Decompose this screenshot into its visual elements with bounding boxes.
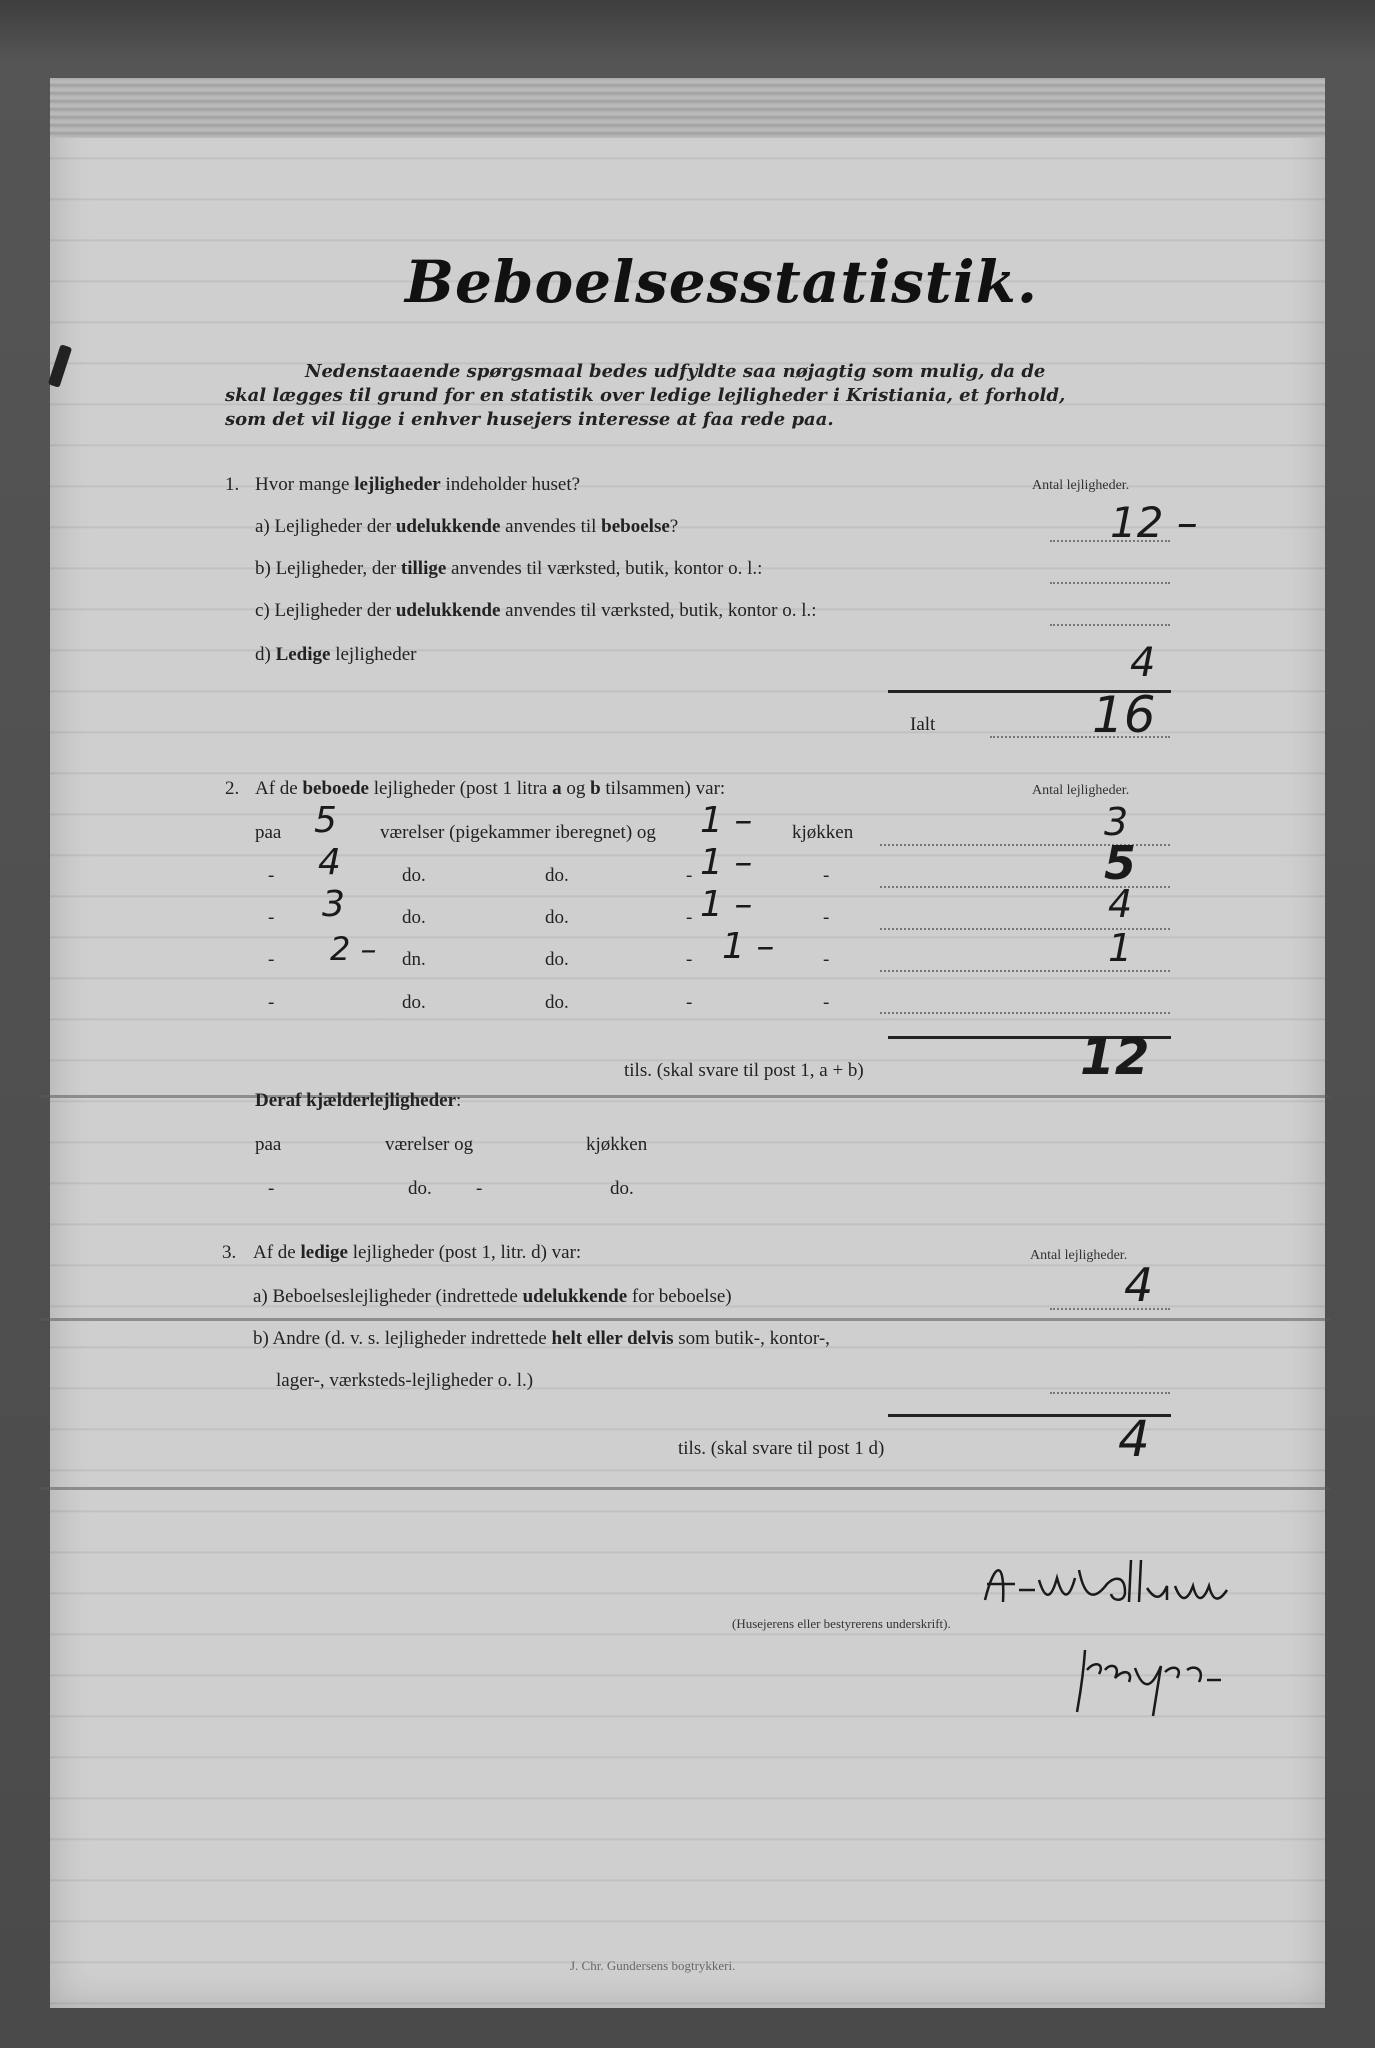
q3b-text — [253, 1328, 830, 1350]
q1d-post: lejligheder — [330, 644, 417, 665]
q3a-bold1: udelukkende — [522, 1286, 628, 1307]
q2-row-label: do. — [402, 865, 426, 886]
q3-total-label: tils. (skal svare til post 1 d) — [678, 1438, 885, 1459]
q1a-bold2: beboelse — [601, 516, 670, 537]
q1b-dots — [1050, 582, 1170, 584]
q2-row-kitchen-label: - — [823, 992, 830, 1013]
q3-post: lejligheder (post 1, litr. d) var: — [347, 1242, 582, 1263]
q2-row-dash: - — [686, 907, 693, 928]
q2-column-label: Antal lejligheder. — [1032, 783, 1130, 798]
q1b-post: anvendes til værksted, butik, kontor o. l.: — [446, 558, 763, 579]
q3b-post: som butik-, kontor-, — [673, 1328, 830, 1349]
cellar-heading — [255, 1090, 461, 1112]
q2-row-dots — [880, 1012, 1170, 1014]
q2-row-rooms[interactable]: 3 — [322, 884, 345, 925]
q2-number: 2. — [225, 778, 240, 799]
intro-line-3: som det vil ligge i enhver husejers interesse at faa rede paa. — [225, 409, 834, 430]
q3-total-value[interactable]: 4 — [1118, 1410, 1150, 1468]
q2-bold3: b — [590, 778, 601, 799]
cellar-row2-label: do. — [408, 1178, 432, 1199]
q2-row-dash: - — [686, 949, 693, 970]
q2-row-dash: - — [686, 992, 693, 1013]
q1a-bold1: udelukkende — [395, 516, 501, 537]
q1c-dots — [1050, 624, 1170, 626]
q1-total-label: Ialt — [910, 714, 936, 735]
q2-row-kitchen-label: - — [823, 865, 830, 886]
q2-row-kitchen[interactable]: 1 – — [722, 926, 775, 967]
q1a-text — [255, 516, 678, 538]
q1c-post: anvendes til værksted, butik, kontor o. l.: — [500, 600, 817, 621]
q1a-mid: anvendes til — [500, 516, 602, 537]
signature — [975, 1540, 1315, 1740]
intro-line-1: Nedenstaaende spørgsmaal bedes udfyldte saa nøjagtig som mulig, da de — [305, 361, 1046, 382]
q1b-bold1: tillige — [400, 558, 447, 579]
cellar-heading-post: : — [456, 1090, 462, 1111]
cellar-heading-bold: Deraf kjælderlejligheder — [255, 1090, 457, 1111]
q2-row-kitchen[interactable]: 1 – — [700, 800, 753, 841]
q2-row-rooms[interactable]: 4 — [318, 842, 341, 883]
q2-row-label: do. — [402, 992, 426, 1013]
q2-row-dots — [880, 970, 1170, 972]
q3a-pre: a) Beboelseslejligheder (indrettede — [253, 1286, 523, 1307]
q2-row-value[interactable]: 1 — [1108, 926, 1133, 970]
printer-footer: J. Chr. Gundersens bogtrykkeri. — [570, 1958, 736, 1973]
q3-bold1: ledige — [300, 1242, 348, 1263]
q2-row-dash: - — [686, 865, 693, 886]
q1-number: 1. — [225, 474, 240, 495]
fold-line — [40, 1487, 1330, 1490]
intro-line-2: skal lægges til grund for en statistik over ledige lejligheder i Kristiania, et forhold, — [225, 385, 1066, 406]
q2-bold2: a — [552, 778, 562, 799]
q2-row-label-b: do. — [545, 865, 569, 886]
signature-caption: (Husejerens eller bestyrerens underskrift). — [732, 1616, 951, 1631]
cellar-row2-prefix: - — [268, 1178, 275, 1199]
cellar-row1-label: værelser og — [385, 1134, 474, 1155]
q2-text — [255, 778, 725, 800]
cellar-row2-dash: - — [476, 1178, 483, 1199]
q2-row-rooms[interactable]: 2 – — [330, 930, 377, 968]
q1a-pre: a) Lejligheder der — [255, 516, 396, 537]
q1d-value[interactable]: 4 — [1130, 640, 1156, 686]
q2-bold1: beboede — [302, 778, 369, 799]
q2-row-prefix: - — [268, 992, 275, 1013]
q1d-text — [255, 644, 416, 666]
q2-row-label: dn. — [402, 949, 426, 970]
q3-column-label: Antal lejligheder. — [1030, 1248, 1128, 1263]
fold-line — [40, 1095, 1330, 1098]
q1d-pre: d) — [255, 644, 276, 665]
form-title: Beboelsesstatistik. — [405, 248, 1039, 316]
q1b-pre: b) Lejligheder, der — [255, 558, 401, 579]
q2-row-kitchen[interactable]: 1 – — [700, 842, 753, 883]
q2-row-label-b: do. — [545, 907, 569, 928]
q2-row-kitchen-label: - — [823, 907, 830, 928]
q2-row-prefix: - — [268, 949, 275, 970]
q1c-bold1: udelukkende — [395, 600, 501, 621]
q1b-text — [255, 558, 762, 580]
q3a-text — [253, 1286, 732, 1308]
cellar-row1-kitchen: kjøkken — [586, 1134, 648, 1155]
q2-row-value[interactable]: 5 — [1104, 836, 1137, 890]
q2-row-kitchen[interactable]: 1 – — [700, 884, 753, 925]
q1-total-value[interactable]: 16 — [1092, 686, 1156, 744]
q1-text-bold: lejligheder — [354, 474, 441, 495]
q2-row-label-b: do. — [545, 992, 569, 1013]
q3-pre: Af de — [253, 1242, 301, 1263]
q2-row-label: værelser (pigekammer iberegnet) og — [380, 822, 656, 843]
q1-text-pre: Hvor mange — [255, 474, 355, 495]
q1-text — [255, 474, 580, 496]
q2-row-prefix: - — [268, 907, 275, 928]
q1a-post: ? — [669, 516, 679, 537]
q2-mid2: og — [561, 778, 591, 799]
q2-row-rooms[interactable]: 5 — [314, 800, 337, 841]
q1c-text — [255, 600, 817, 622]
q2-row-kitchen-label: - — [823, 949, 830, 970]
q2-row-prefix: - — [268, 865, 275, 886]
sheet-top-band — [50, 78, 1325, 138]
q1a-value[interactable]: 12 – — [1110, 498, 1198, 547]
q1-column-label: Antal lejligheder. — [1032, 478, 1130, 493]
q1-text-post: indeholder huset? — [440, 474, 581, 495]
q2-post: tilsammen) var: — [600, 778, 726, 799]
q3-number: 3. — [222, 1242, 237, 1263]
cellar-row1-prefix: paa — [255, 1134, 282, 1155]
q1d-bold1: Ledige — [275, 644, 331, 665]
q2-row-label-b: do. — [545, 949, 569, 970]
q1c-pre: c) Lejligheder der — [255, 600, 396, 621]
q3b-pre: b) Andre (d. v. s. lejligheder indrettede — [253, 1328, 552, 1349]
q3-text — [253, 1242, 581, 1264]
q2-row-prefix: paa — [255, 822, 282, 843]
q3b-bold1: helt eller delvis — [551, 1328, 674, 1349]
q2-row-kitchen-label: kjøkken — [792, 822, 854, 843]
q2-mid1: lejligheder (post 1 litra — [368, 778, 553, 799]
cellar-row2-kitchen: do. — [610, 1178, 634, 1199]
q3a-post: for beboelse) — [627, 1286, 732, 1307]
q3a-value[interactable]: 4 — [1124, 1258, 1154, 1312]
q2-row-value[interactable]: 4 — [1108, 882, 1133, 926]
q3b-dots — [1050, 1392, 1170, 1394]
q3b-line2: lager-, værksteds-lejligheder o. l.) — [276, 1370, 534, 1391]
q2-pre: Af de — [255, 778, 303, 799]
q2-total-value[interactable]: 12 — [1080, 1028, 1150, 1086]
fold-line — [40, 1318, 1330, 1321]
q2-row-label: do. — [402, 907, 426, 928]
q2-row-value[interactable]: 3 — [1104, 800, 1129, 844]
q2-total-label: tils. (skal svare til post 1, a + b) — [624, 1060, 864, 1081]
